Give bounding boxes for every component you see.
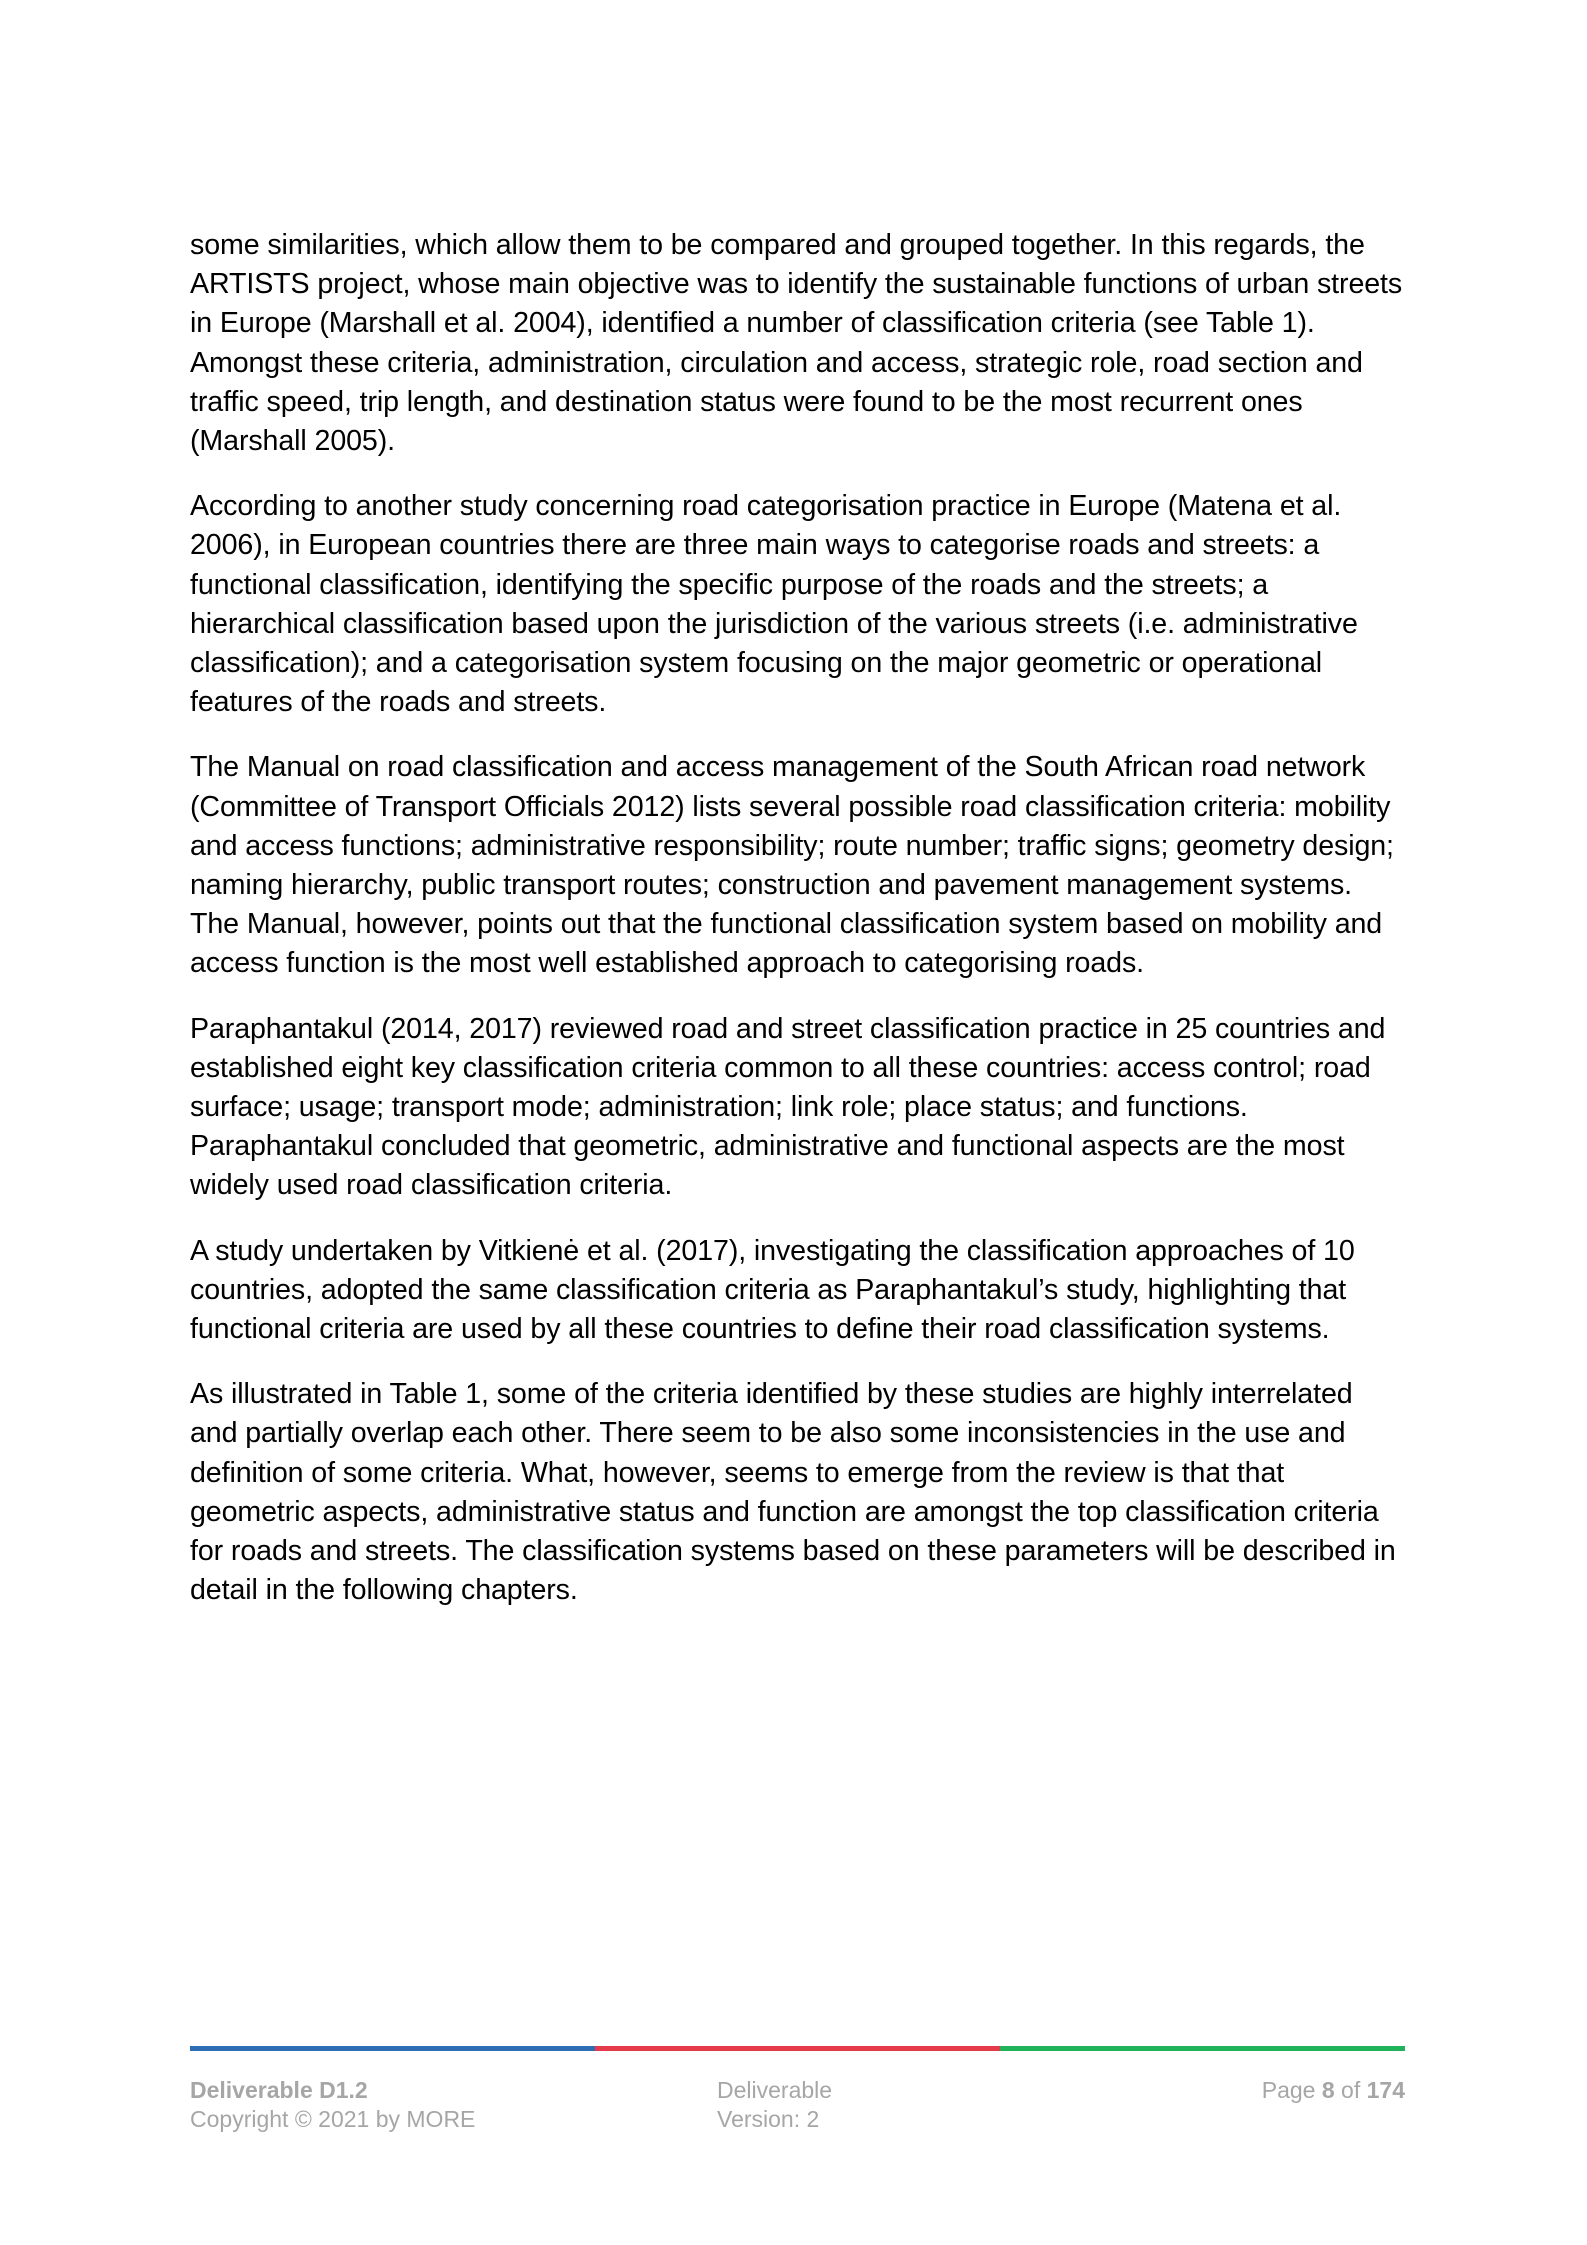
page-total: 174 (1366, 2077, 1405, 2103)
paragraph-4: Paraphantakul (2014, 2017) reviewed road and street classification practice in 25 countries and established eight key classification criteria common to all these countries: access control; road surface; usage; transport mode; administration; link role; place status; and functions. Paraphantakul concluded that geometric, administrative and functional aspects are the most widely used road classification criteria. (190, 1012, 1386, 1202)
footer-rule (190, 2046, 1405, 2051)
deliverable-id: Deliverable D1.2 (190, 2077, 368, 2103)
footer-middle (717, 2076, 832, 2134)
paragraph-1: some similarities, which allow them to be compared and grouped together. In this regards, the ARTISTS project, whose main objective was to identify the sustainable functions of urban streets in Europe (Marshall et al. 2004), identified a number of classification criteria (see Table 1). Amongst these criteria, administration, circulation and access, strategic role, road section and traffic speed, trip length, and destination status were found to be the most recurrent ones (Marshall 2005). (190, 229, 1403, 458)
paragraph-5: A study undertaken by Vitkienė et al. (2017), investigating the classification approaches of 10 countries, adopted the same classification criteria as Paraphantakul’s study, highlighting that functional criteria are used by all these countries to define their road classification systems. (190, 1234, 1355, 1346)
copyright-notice: Copyright © 2021 by MORE (190, 2106, 476, 2132)
footer-rule-red (595, 2046, 1000, 2051)
page-footer (190, 2076, 1405, 2146)
page-of: of (1341, 2077, 1361, 2103)
page-prefix: Page (1261, 2077, 1316, 2103)
footer-rule-green (1000, 2046, 1405, 2051)
body-text (190, 226, 1405, 1637)
footer-left (190, 2076, 475, 2134)
page-current: 8 (1321, 2077, 1335, 2103)
paragraph-3: The Manual on road classification and access management of the South African road network (Committee of Transport Officials 2012) lists several possible road classification criteria: mobility and access functions; administrative responsibility; route number; traffic signs; geometry design; naming hierarchy, public transport routes; construction and pavement management systems. The Manual, however, points out that the functional classification system based on mobility and access function is the most well established approach to categorising roads. (190, 751, 1394, 980)
footer-rule-blue (190, 2046, 595, 2051)
document-type: Deliverable (717, 2077, 833, 2103)
page-number (1262, 2076, 1405, 2105)
paragraph-6: As illustrated in Table 1, some of the criteria identified by these studies are highly interrelated and partially overlap each other. There seem to be also some inconsistencies in the use and definition of some criteria. What, however, seems to emerge from the review is that that geometric aspects, administrative status and function are amongst the top classification criteria for roads and streets. The classification systems based on these parameters will be described in detail in the following chapters. (190, 1378, 1396, 1607)
document-version: Version: 2 (717, 2106, 820, 2132)
paragraph-2: According to another study concerning road categorisation practice in Europe (Matena et al. 2006), in European countries there are three main ways to categorise roads and streets: a functional classification, identifying the specific purpose of the roads and the streets; a hierarchical classification based upon the jurisdiction of the various streets (i.e. administrative classification); and a categorisation system focusing on the major geometric or operational features of the roads and streets. (190, 490, 1358, 719)
